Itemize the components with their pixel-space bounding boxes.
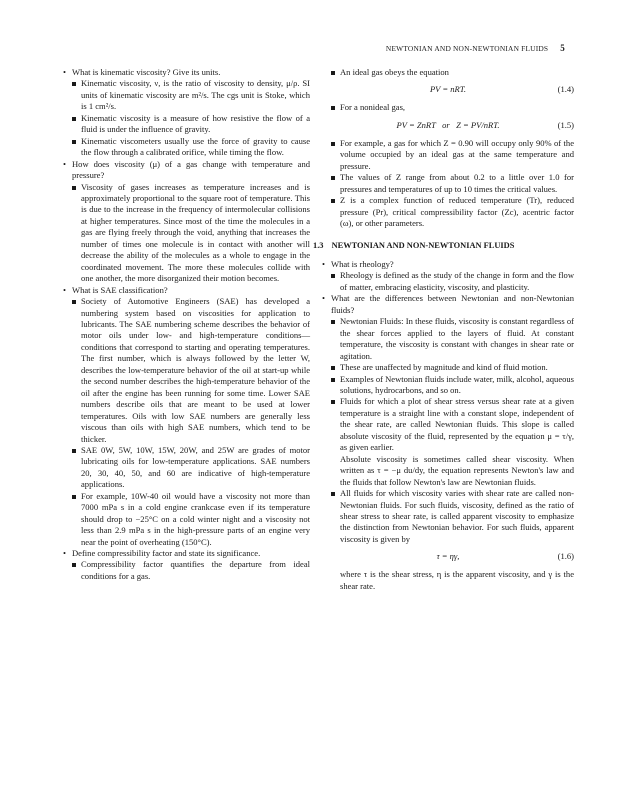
equation-number: (1.4) xyxy=(557,84,574,95)
question-kinematic-viscosity: • What is kinematic viscosity? Give its units. xyxy=(63,67,310,78)
answer-item: For example, 10W-40 oil would have a viscosity not more than 7000 mPa s in a cold engine crankcase even if its temperature should drop to −25°C on a cold winter night and a viscosity not less than 2.9 mPa s in the high-pressure parts of an engine very near the point of overheating (150°C). xyxy=(63,491,310,548)
answer-item: The values of Z range from about 0.2 to a little over 1.0 for pressures and temperatures of up to 10 times the critical values. xyxy=(322,172,574,195)
answer-item: For a nonideal gas, xyxy=(322,102,574,113)
answer-item: An ideal gas obeys the equation xyxy=(322,67,574,78)
equation-formula: τ = ηγ, xyxy=(436,551,460,562)
answer-item: Z is a complex function of reduced temperature (Tr), reduced pressure (Pr), critical compressibility factor (Zc), acentric factor (ω), or other parameters. xyxy=(322,195,574,229)
answer-continuation: Absolute viscosity is sometimes called shear viscosity. When written as τ = −μ du/dy, the equation represents Newton's law and the fluids that follow Newton's law are Newtonian fluids. xyxy=(340,453,574,487)
running-title: NEWTONIAN AND NON-NEWTONIAN FLUIDS xyxy=(385,44,549,53)
answer-item: For example, a gas for which Z = 0.90 will occupy only 90% of the volume occupied by an ideal gas at the same temperature and pressure. xyxy=(322,138,574,172)
answer-item: Compressibility factor quantifies the departure from ideal conditions for a gas. xyxy=(63,559,310,582)
equation-number: (1.5) xyxy=(557,119,574,130)
equation-explanation: where τ is the shear stress, η is the apparent viscosity, and γ is the shear rate. xyxy=(340,569,574,591)
equation-1-5 xyxy=(322,120,574,132)
answer-item: Fluids for which a plot of shear stress versus shear rate at a given temperature is a straight line with a constant slope, independent of the shear rate, are called Newtonian fluids. This slope is called absolute viscosity of the fluid, represented by the equation μ = τ/γ, as given earlier. xyxy=(322,396,574,453)
equation-1-4 xyxy=(322,84,574,96)
question-newtonian-differences: • What are the differences between Newtonian and non-Newtonian fluids? xyxy=(322,293,574,316)
answer-item: Kinematic viscometers usually use the force of gravity to cause the flow through a calibrated orifice, while timing the flow. xyxy=(63,136,310,159)
answer-item: Society of Automotive Engineers (SAE) has developed a numbering system based on viscosities for application to lubricants. The SAE numbering scheme describes the behavior of motor oils under low- and high-temperature conditions—conditions that correspond to starting and operating temperatures. The first number, which is always followed by the letter W, describes the low-temperature behavior of the oil at start-up while the second number describes the high-temperature behavior of the oil after the engine has been running for some time. Lower SAE numbers describe oils that are meant to be used at lower temperatures. Oils with low SAE numbers are generally less viscous than oils with high SAE numbers, which tend to be thicker. xyxy=(63,296,310,445)
question-sae-classification: • What is SAE classification? xyxy=(63,285,310,296)
answer-item: Viscosity of gases increases as temperature increases and is approximately proportional to the square root of temperature. This is due to the increase in the frequency of intermolecular collisions at higher temperatures. Since most of the time the molecules in a gas are flying freely through the void, anything that increases the number of times one molecule is in contact with another will decrease the ability of the molecules as a whole to engage in the coordinated movement. The more these molecules collide with one another, the more disorganized their motion becomes. xyxy=(63,182,310,285)
equation-formula: PV = nRT. xyxy=(429,84,467,95)
answer-item: These are unaffected by magnitude and kind of fluid motion. xyxy=(322,362,574,373)
answer-item: All fluids for which viscosity varies with shear rate are called non-Newtonian fluids. For such fluids, viscosity, defined as the ratio of shear stress to shear rate, is called apparent viscosity to emphasize the distinction from Newtonian behavior. For such fluids, apparent viscosity is given by xyxy=(322,488,574,545)
answer-item: Kinematic viscosity, ν, is the ratio of viscosity to density, μ/ρ. SI units of kinematic viscosity are m²/s. The cgs unit is Stoke, which is 1 cm²/s. xyxy=(63,78,310,112)
question-compressibility-factor: • Define compressibility factor and state its significance. xyxy=(63,548,310,559)
answer-item: Kinematic viscosity is a measure of how resistive the flow of a fluid is under the influence of gravity. xyxy=(63,113,310,136)
answer-item: Newtonian Fluids: In these fluids, viscosity is constant regardless of the shear forces applied to the layers of fluid. At constant temperature, the viscosity is constant with changes in shear rate or agitation. xyxy=(322,316,574,362)
running-header xyxy=(386,43,565,53)
section-title: NEWTONIAN AND NON-NEWTONIAN FLUIDS xyxy=(331,240,515,250)
equation-number: (1.6) xyxy=(557,551,574,562)
section-heading xyxy=(313,240,574,251)
equation-1-6 xyxy=(322,551,574,563)
answer-item: Rheology is defined as the study of the change in form and the flow of matter, embracing elasticity, viscosity, and plasticity. xyxy=(322,270,574,293)
section-number: 1.3 xyxy=(313,240,324,250)
question-rheology: • What is rheology? xyxy=(322,259,574,270)
answer-item: Examples of Newtonian fluids include water, milk, alcohol, aqueous solutions, hydrocarbons, and so on. xyxy=(322,374,574,397)
question-gas-viscosity: • How does viscosity (μ) of a gas change with temperature and pressure? xyxy=(63,159,310,182)
equation-formula: PV = ZnRT or Z = PV/nRT. xyxy=(396,119,500,130)
left-column xyxy=(63,67,310,582)
answer-item: SAE 0W, 5W, 10W, 15W, 20W, and 25W are grades of motor lubricating oils for low-temperature applications. SAE numbers 20, 30, 40, 50, and 60 are indicative of high-temperature applications. xyxy=(63,445,310,491)
right-column xyxy=(313,67,574,592)
page-number: 5 xyxy=(560,43,565,53)
